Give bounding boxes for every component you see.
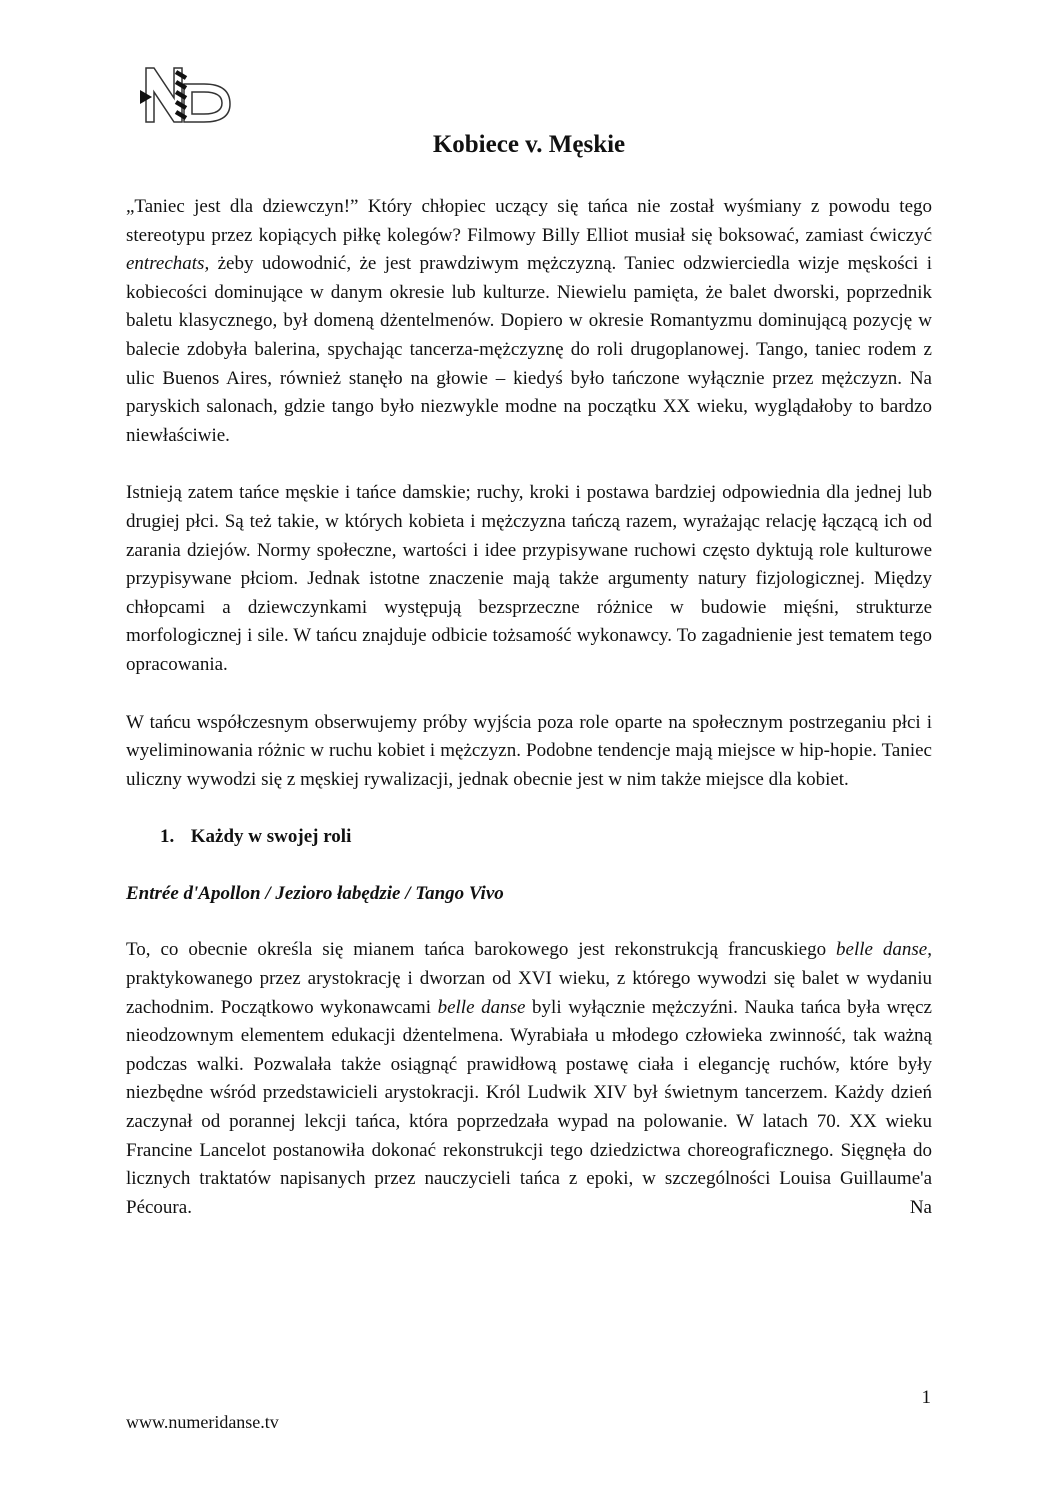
emphasis-entrechats: entrechats, — [126, 253, 210, 275]
paragraph-intro: „Taniec jest dla dziewczyn!” Który chłopiec uczący się tańca nie został wyśmiany z powodu tego stereotypu przez kopiących piłkę kolegów? Filmowy Billy Elliot musiał się boksować, zamiast ćwiczyć entrechats, żeby udowodnić, że jest prawdziwym mężczyzną. Taniec odzwierciedla wizje męskości i kobiecości dominujące w danym okresie lub kulturze. Niewielu pamięta, że balet dworski, poprzednik baletu klasycznego, był domeną dżentelmenów. Dopiero w okresie Romantyzmu dominującą pozycję w balecie zdobyła balerina, spychając tancerza-mężczyznę do roli drugoplanowej. Tango, taniec rodem z ulic Buenos Aires, również stanęło na głowie – kiedyś było tańczone wyłącznie przez mężczyzn. Na paryskich salonach, gdzie tango było niezwykle modne na początku XX wieku, wyglądałoby to bardzo niewłaściwie. — [126, 196, 932, 446]
numeridanse-logo — [138, 64, 234, 126]
footer-url: www.numeridanse.tv — [126, 1412, 279, 1432]
document-body — [126, 193, 932, 1222]
paragraph-contemporary: W tańcu współczesnym obserwujemy próby wyjścia poza role oparte na społecznym postrzeganiu płci i wyeliminowania różnic w ruchu kobiet i mężczyzn. Podobne tendencje mają miejsce w hip-hopie. Taniec uliczny wywodzi się z męskiej rywalizacji, jednak obecnie jest w nim także miejsce dla kobiet. — [126, 711, 932, 790]
section-heading — [160, 823, 932, 852]
section-subtitle: Entrée d'Apollon / Jezioro łabędzie / Tango Vivo — [126, 882, 504, 904]
emphasis-belle-danse-2: belle danse — [437, 996, 526, 1018]
paragraph-baroque: To, co obecnie określa się mianem tańca barokowego jest rekonstrukcją francuskiego belle danse, praktykowanego przez arystokrację i dworzan od XVI wieku, z którego wywodzi się balet w wydaniu zachodnim. Początkowo wykonawcami belle danse byli wyłącznie mężczyźni. Nauka tańca była wręcz nieodzownym elementem edukacji dżentelmena. Wyrabiała u młodego człowieka zwinność, tak ważną podczas walki. Pozwalała także osiągnąć prawidłową postawę ciała i elegancję ruchów, które były niezbędne wśród przedstawicieli arystokracji. Król Ludwik XIV był świetnym tancerzem. Każdy dzień zaczynał od porannej lekcji tańca, która poprzedzała wypad na polowanie. W latach 70. XX wieku Francine Lancelot postanowiła dokonać rekonstrukcji tego dziedzictwa choreograficznego. Sięgnęła do licznych traktatów napisanych przez nauczycieli tańca z epoki, w szczególności Louisa Guillaume'a Pécoura. Na — [126, 939, 932, 1218]
paragraph-dances: Istnieją zatem tańce męskie i tańce damskie; ruchy, kroki i postawa bardziej odpowiednia dla jednej lub drugiej płci. Są też takie, w których kobieta i mężczyzna tańczą razem, wyrażając relację łączącą ich od zarania dziejów. Normy społeczne, wartości i idee przypisywane ruchowi często dyktują role kulturowe przypisywane płciom. Jednak istotne znaczenie mają także argumenty natury fizjologicznej. Między chłopcami a dziewczynkami występują bezsprzeczne różnice w budowie mięśni, strukturze morfologicznej i sile. W tańcu znajduje odbicie tożsamość wykonawcy. To zagadnienie jest tematem tego opracowania. — [126, 482, 932, 675]
page-number: 1 — [921, 1387, 931, 1408]
section-heading-text: Każdy w swojej roli — [190, 826, 352, 848]
section-number: 1. — [160, 826, 175, 848]
page-title: Kobiece v. Męskie — [432, 131, 626, 158]
emphasis-belle-danse: belle danse — [836, 939, 928, 961]
